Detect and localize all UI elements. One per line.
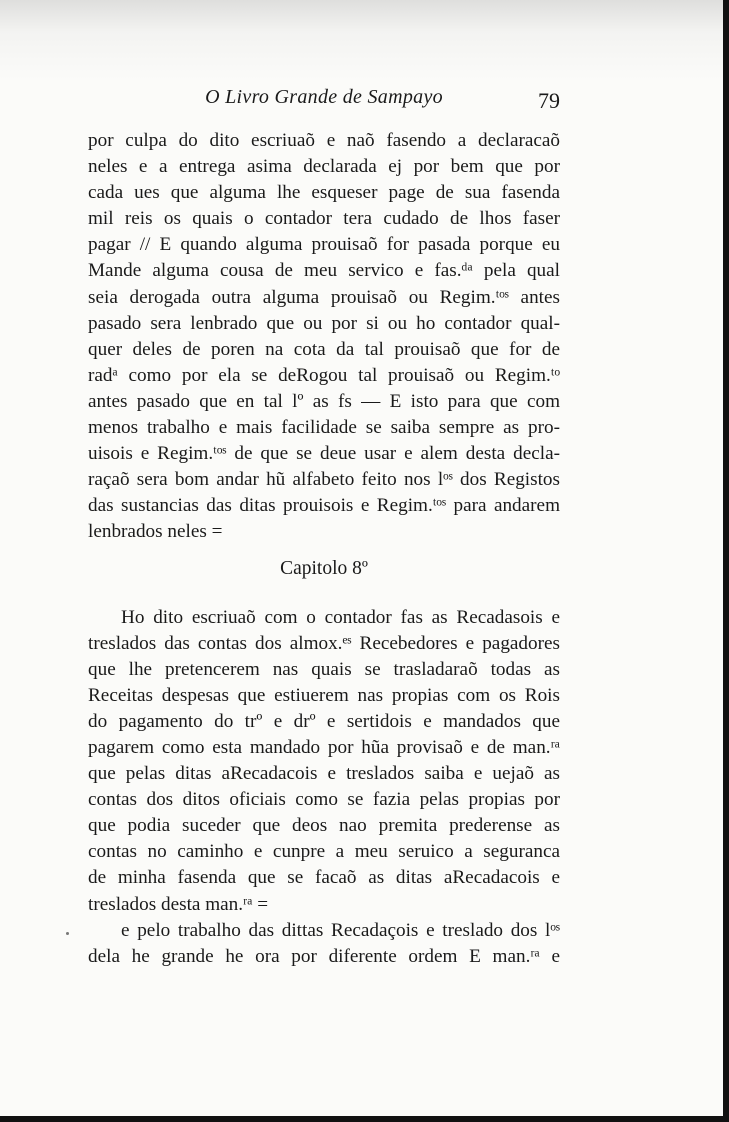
text-line: Mande alguma cousa de meu servico e fas.ᵈᵃ pela qual — [88, 260, 560, 282]
text-line: do pagamento do trº e drº e sertidois e mandados que — [88, 710, 560, 732]
text-line: das sustancias das ditas prouisois e Regim.ᵗᵒˢ para andarem — [88, 495, 560, 517]
text-line: raçaõ sera bom andar hũ alfabeto feito nos lᵒˢ dos Registos — [88, 469, 560, 491]
text-line: pasado sera lenbrado que ou por si ou ho contador qual- — [88, 312, 560, 334]
text-line: Receitas despesas que estiuerem nas propias com os Rois — [88, 684, 560, 706]
scan-smudge — [0, 0, 729, 80]
text-line: antes pasado que en tal lº as fs — E isto para que com — [88, 390, 560, 412]
text-line: pagarem como esta mandado por hũa provisaõ e de man.ʳᵃ — [88, 736, 560, 758]
running-title: O Livro Grande de Sampayo — [205, 86, 443, 108]
scan-speck — [66, 932, 69, 935]
text-line: e pelo trabalho das dittas Recadaçois e treslado dos lᵒˢ — [121, 919, 560, 941]
paragraph — [88, 128, 560, 546]
running-header — [88, 86, 560, 116]
text-line: que lhe pretencerem nas quais se trasladaraõ todas as — [88, 658, 560, 680]
text-line: que podia suceder que deos nao premita prederense as — [88, 815, 560, 837]
chapter-heading: Capitolo 8º — [280, 557, 368, 579]
text-line: por culpa do dito escriuaõ e naõ fasendo a declaracaõ — [88, 130, 560, 151]
text-line: seia derogada outra alguma prouisaõ ou Regim.ᵗᵒˢ antes — [88, 286, 560, 308]
text-line: uisois e Regim.ᵗᵒˢ de que se deue usar e alem desta decla- — [88, 443, 560, 465]
text-line: neles e a entrega asima declarada ej por bem que por — [88, 156, 560, 178]
text-line: menos trabalho e mais facilidade se saiba sempre as pro- — [88, 417, 560, 439]
paragraph — [88, 605, 560, 918]
text-line: contas no caminho e cunpre a meu seruico a seguranca — [88, 841, 560, 863]
text-line: lenbrados neles = — [88, 521, 223, 543]
paragraph — [88, 918, 560, 970]
text-line: mil reis os quais o contador tera cudado de lhos faser — [88, 208, 560, 230]
text-line: que pelas ditas aRecadacois e treslados saiba e uejaõ as — [88, 763, 560, 785]
text-line: dela he grande he ora por diferente ordem E man.ʳᵃ e — [88, 945, 560, 967]
text-line: cada ues que alguma lhe esqueser page de sua fasenda — [88, 182, 560, 204]
text-line: treslados desta man.ʳᵃ = — [88, 893, 269, 915]
text-line: contas dos ditos oficiais como se fazia pelas propias por — [88, 789, 560, 811]
text-line: pagar // E quando alguma prouisaõ for pasada porque eu — [88, 234, 560, 256]
text-line: Ho dito escriuaõ com o contador fas as Recadasois e — [121, 606, 560, 628]
body-text — [88, 128, 560, 970]
text-line: de minha fasenda que se facaõ as ditas aRecadacois e — [88, 867, 560, 889]
text-line: quer deles de poren na cota da tal prouisaõ que for de — [88, 338, 560, 360]
page-number: 79 — [538, 88, 560, 113]
text-line: treslados das contas dos almox.ᵉˢ Recebedores e pagadores — [88, 632, 560, 654]
text-line: radᵃ como por ela se deRogou tal prouisaõ ou Regim.ᵗᵒ — [88, 364, 560, 386]
